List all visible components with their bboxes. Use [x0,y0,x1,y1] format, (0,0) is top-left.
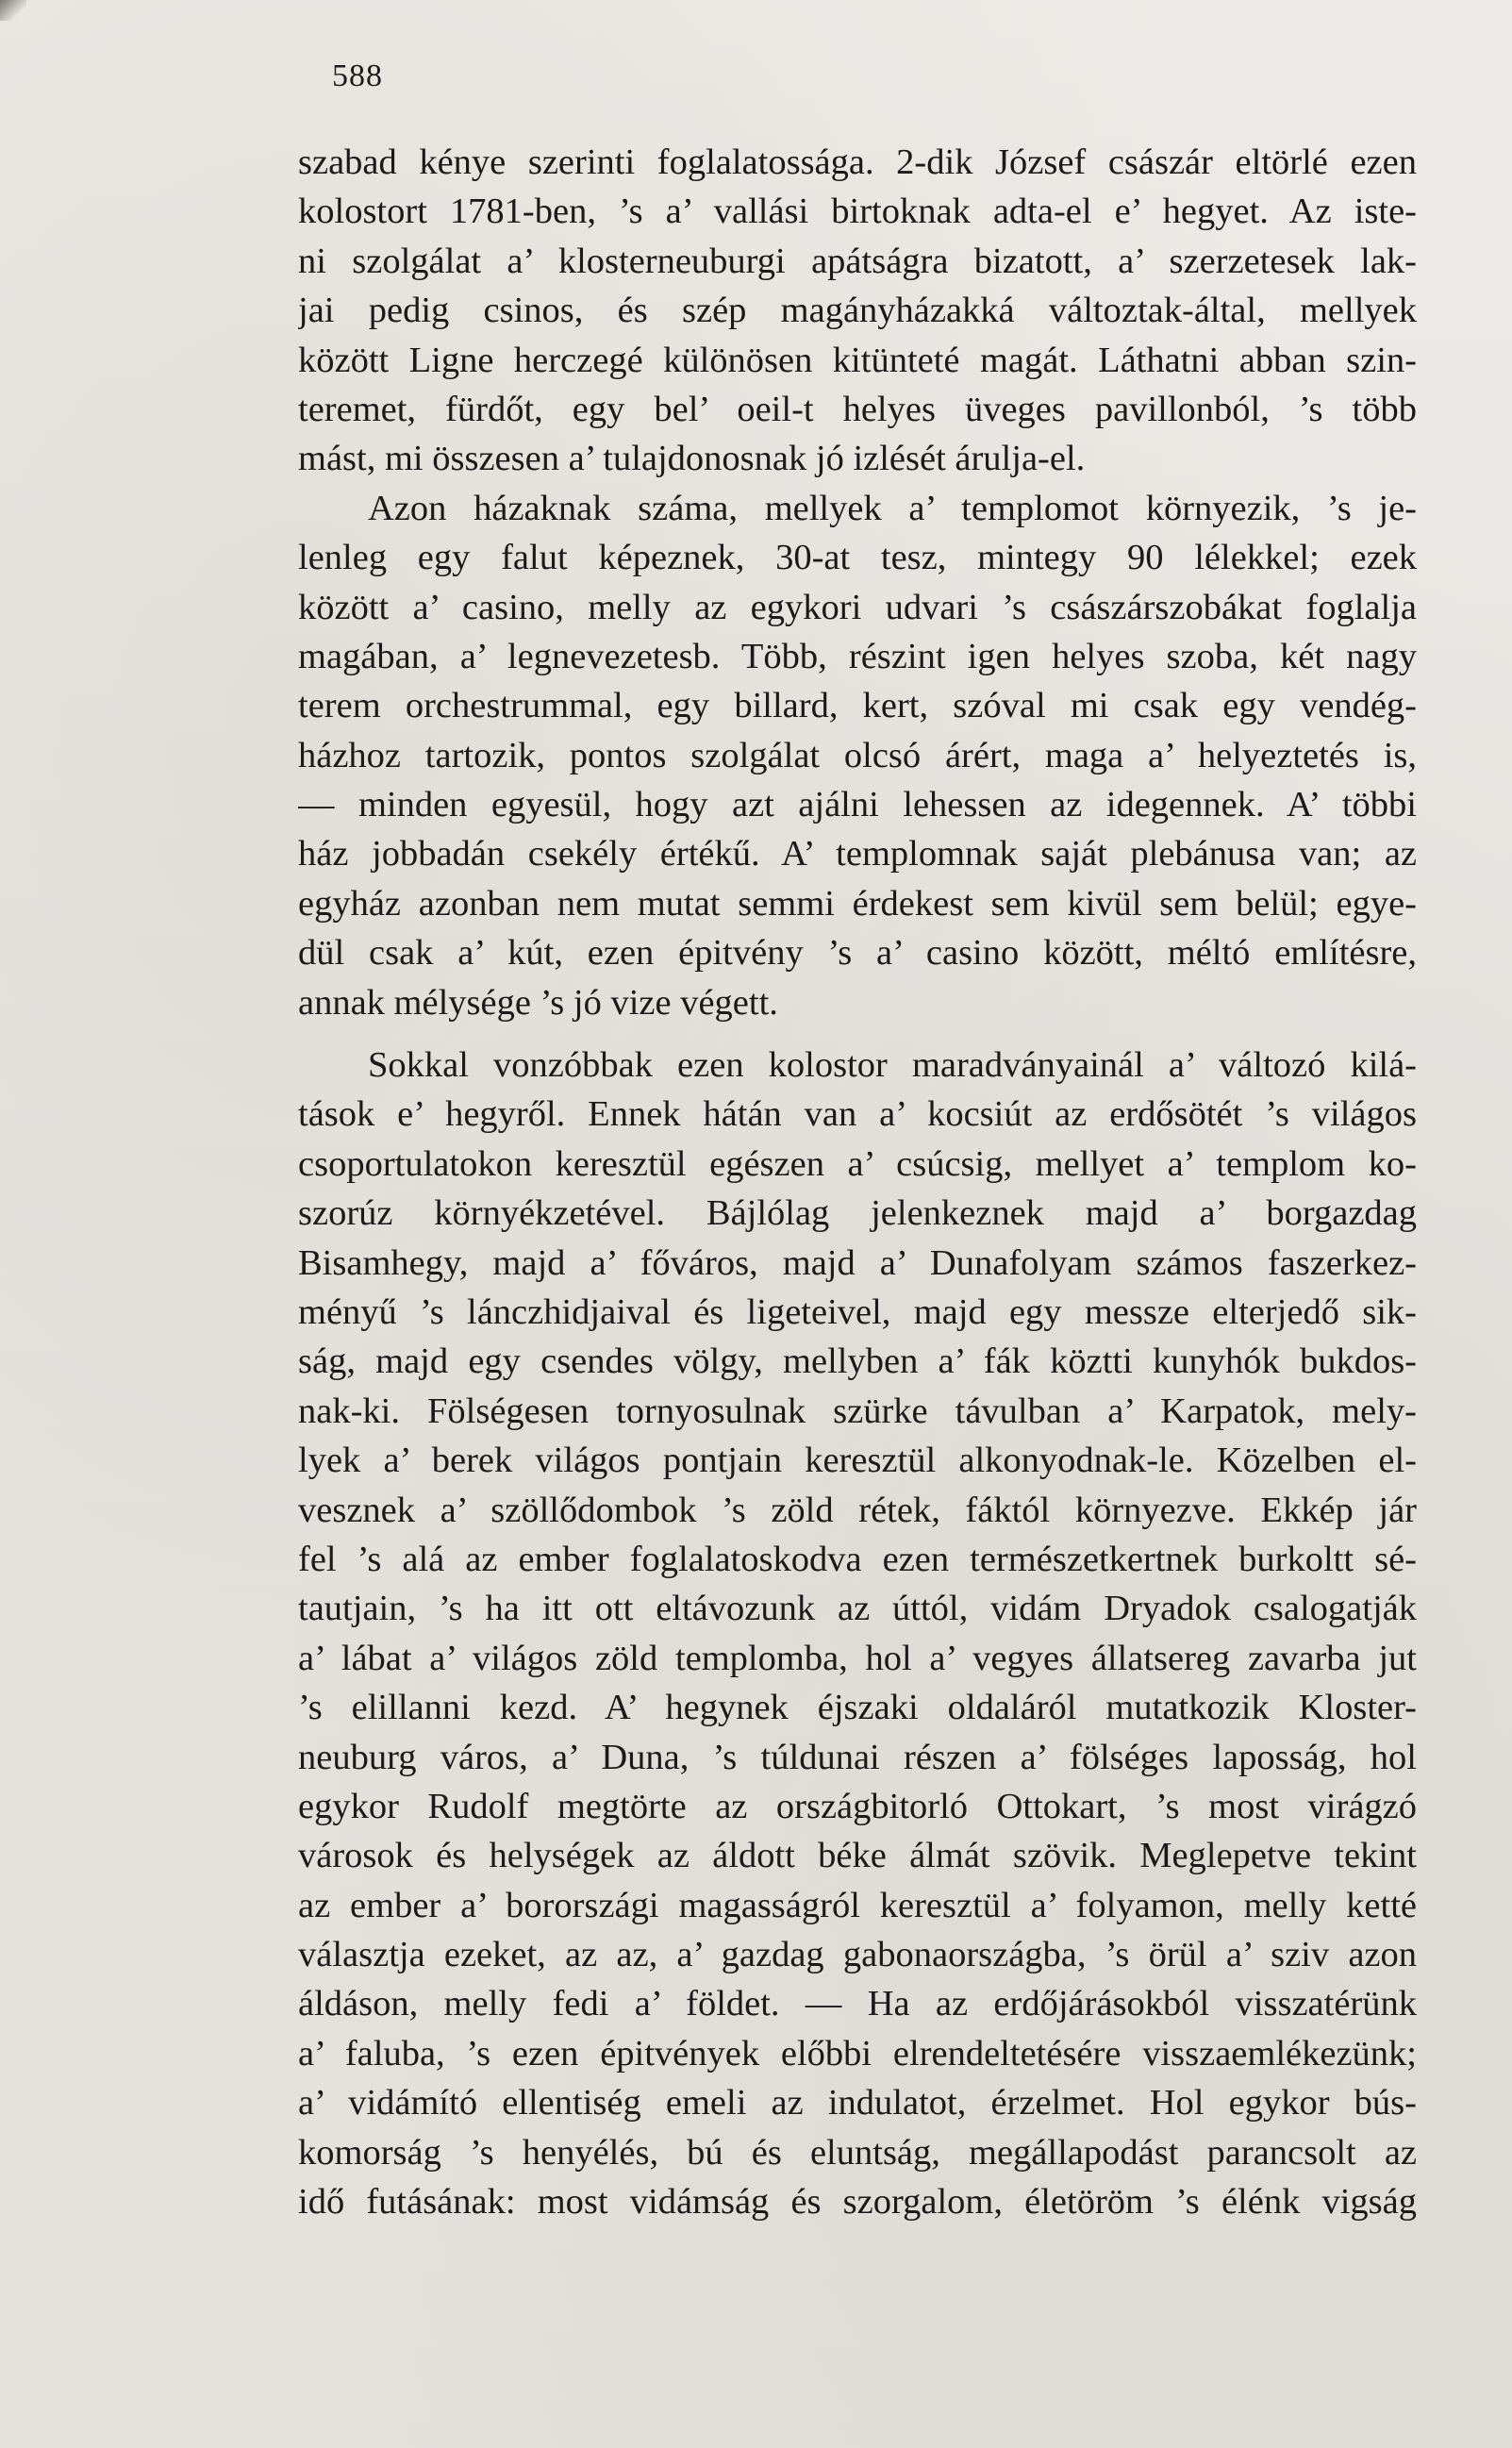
text-line: annak mélysége ’s jó vize végett. [298,982,778,1023]
page-number: 588 [332,58,383,93]
text-line: szorúz környékzetével. Bájlólag jelenkeznek majd a’ borgazdag [298,1193,1417,1234]
text-line: jai pedig csinos, és szép magányházakká változtak-által, mellyek [298,291,1417,331]
text-line: tások e’ hegyről. Ennek hátán van a’ kocsiút az erdősötét ’s világos [298,1094,1417,1135]
text-line: idő futásának: most vidámság és szorgalom, életöröm ’s élénk vigság [298,2182,1417,2223]
text-line: egykor Rudolf megtörte az országbitorló Ottokart, ’s most virágzó [298,1786,1417,1826]
text-line: vesznek a’ szöllődombok ’s zöld rétek, fáktól környezve. Ekkép jár [298,1490,1417,1530]
text-line: teremet, fürdőt, egy bel’ oeil-t helyes üveges pavillonból, ’s több [298,389,1417,429]
text-line: mást, mi összesen a’ tulajdonosnak jó izlését árulja-el. [298,439,1086,479]
text-line: Bisamhegy, majd a’ főváros, majd a’ Dunafolyam számos faszerkez- [298,1242,1417,1283]
text-line: a’ faluba, ’s ezen épitvények előbbi elrendeltetésére visszaemlékezünk; [298,2033,1417,2073]
text-line: — minden egyesül, hogy azt ajálni lehessen az idegennek. A’ többi [298,785,1417,825]
text-line: között Ligne herczegé különösen kitünteté magát. Láthatni abban szin- [298,340,1417,380]
text-line: ’s elillanni kezd. A’ hegynek éjszaki oldaláról mutatkozik Kloster- [298,1688,1417,1728]
text-line: ság, majd egy csendes völgy, mellyben a’ fák köztti kunyhók bukdos- [298,1341,1417,1382]
text-line: az ember a’ borországi magasságról keresztül a’ folyamon, melly ketté [298,1885,1417,1925]
text-line: kolostort 1781-ben, ’s a’ vallási birtoknak adta-el e’ hegyet. Az iste- [298,192,1417,232]
body-text [298,138,1417,2226]
text-line: nak-ki. Fölségesen tornyosulnak szürke távulban a’ Karpatok, mely- [298,1391,1417,1431]
text-line: fel ’s alá az ember foglalatoskodva ezen természetkertnek burkoltt sé- [298,1539,1417,1579]
paragraph [298,484,1417,1027]
text-line: magában, a’ legnevezetesb. Több, részint igen helyes szoba, két nagy [298,636,1417,676]
text-line: szabad kénye szerinti foglalatossága. 2-dik József császár eltörlé ezen [298,142,1417,182]
paragraph [298,138,1417,484]
text-line: lenleg egy falut képeznek, 30-at tesz, mintegy 90 lélekkel; ezek [298,538,1417,578]
text-line: házhoz tartozik, pontos szolgálat olcsó árért, maga a’ helyeztetés is, [298,735,1417,775]
text-line: Azon házaknak száma, mellyek a’ templomot környezik, ’s je- [368,488,1417,528]
text-line: Sokkal vonzóbbak ezen kolostor maradványainál a’ változó kilá- [368,1045,1417,1086]
text-line: terem orchestrummal, egy billard, kert, szóval mi csak egy vendég- [298,686,1417,726]
text-line: a’ lábat a’ világos zöld templomba, hol a’ vegyes állatsereg zavarba jut [298,1638,1417,1678]
text-line: neuburg város, a’ Duna, ’s túldunai részen a’ fölséges laposság, hol [298,1737,1417,1777]
text-line: a’ vidámító ellentiség emeli az indulatot, érzelmet. Hol egykor bús- [298,2083,1417,2123]
paragraph-gap [298,1027,1417,1041]
text-line: ház jobbadán csekély értékű. A’ templomnak saját plebánusa van; az [298,834,1417,874]
text-line: között a’ casino, melly az egykori udvari ’s császárszobákat foglalja [298,587,1417,627]
text-line: ni szolgálat a’ klosterneuburgi apátságra bizatott, a’ szerzetesek lak- [298,241,1417,281]
paragraph [298,1041,1417,2226]
text-line: áldáson, melly fedi a’ földet. — Ha az erdőjárásokból visszatérünk [298,1984,1417,2024]
text-line: komorság ’s henyélés, bú és eluntság, megállapodást parancsolt az [298,2132,1417,2173]
text-line: lyek a’ berek világos pontjain keresztül alkonyodnak-le. Közelben el- [298,1440,1417,1481]
text-line: választja ezeket, az az, a’ gazdag gabonaországba, ’s örül a’ sziv azon [298,1935,1417,1975]
text-line: tautjain, ’s ha itt ott eltávozunk az úttól, vidám Dryadok csalogatják [298,1589,1417,1629]
text-line: egyház azonban nem mutat semmi érdekest sem kivül sem belül; egye- [298,883,1417,924]
page-corner-shadow [0,0,26,21]
text-line: csoportulatokon keresztül egészen a’ csúcsig, mellyet a’ templom ko- [298,1143,1417,1184]
text-line: városok és helységek az áldott béke álmát szövik. Meglepetve tekint [298,1836,1417,1876]
text-line: dül csak a’ kút, ezen épitvény ’s a’ casino között, méltó említésre, [298,933,1417,974]
text-line: ményű ’s lánczhidjaival és ligeteivel, majd egy messze elterjedő sik- [298,1291,1417,1332]
